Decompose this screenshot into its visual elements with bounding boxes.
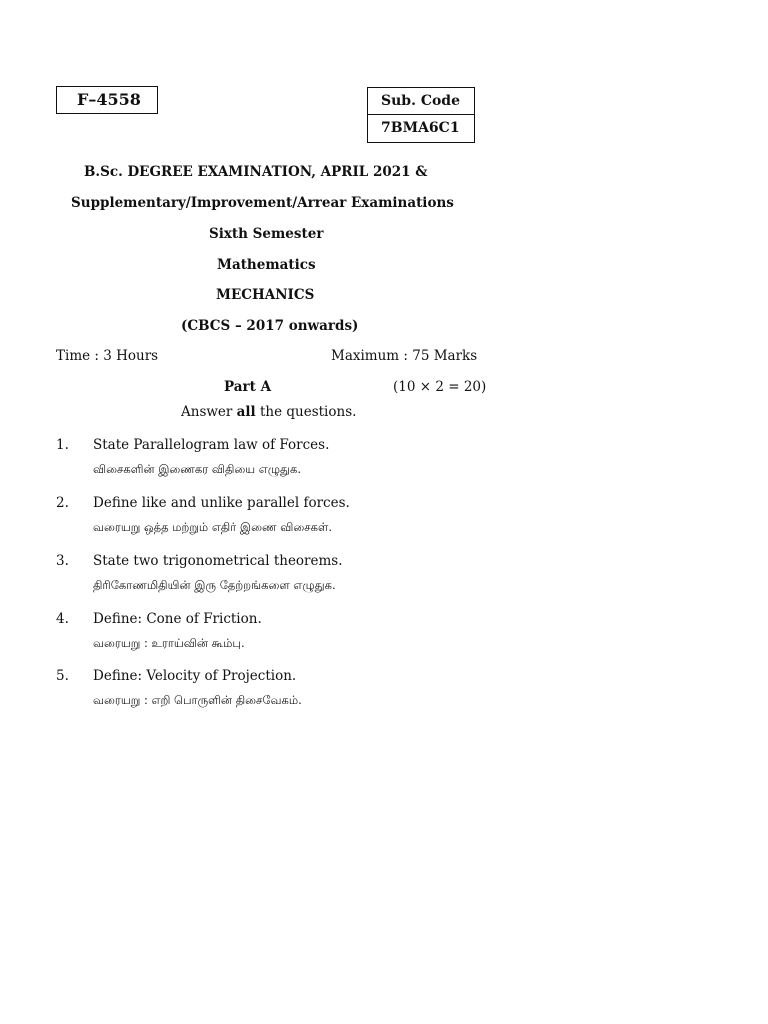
- scheme: (CBCS – 2017 onwards): [181, 318, 359, 334]
- question-text-tamil: திரிகோணமிதியின் இரு தேற்றங்களை எழுதுக.: [93, 578, 336, 592]
- exam-subtitle: Supplementary/Improvement/Arrear Examinations: [71, 195, 454, 211]
- part-heading: Part A: [224, 379, 272, 395]
- question-text-tamil: வரையறு : உராய்வின் கூம்பு.: [93, 636, 245, 650]
- part-marks: (10 × 2 = 20): [393, 379, 487, 395]
- paper-code: F–4558: [77, 90, 141, 109]
- semester: Sixth Semester: [209, 226, 324, 242]
- question-text-tamil: வரையறு ஒத்த மற்றும் எதிர் இணை விசைகள்.: [93, 520, 332, 534]
- question-number: 5.: [56, 668, 69, 684]
- max-marks: Maximum : 75 Marks: [331, 348, 478, 364]
- paper-code-box: [56, 86, 158, 114]
- question-text-tamil: விசைகளின் இணைகர விதியை எழுதுக.: [93, 462, 302, 476]
- question-text: Define: Velocity of Projection.: [93, 668, 297, 684]
- paper-title: MECHANICS: [216, 287, 315, 303]
- question-text: Define like and unlike parallel forces.: [93, 495, 350, 511]
- instruction-bold: all: [236, 404, 256, 420]
- question-number: 4.: [56, 611, 69, 627]
- sub-code-label: Sub. Code: [381, 93, 461, 109]
- question-number: 3.: [56, 553, 69, 569]
- instruction-pre: Answer: [181, 404, 237, 420]
- exam-title: B.Sc. DEGREE EXAMINATION, APRIL 2021 &: [84, 164, 428, 180]
- sub-code-value: 7BMA6C1: [368, 114, 474, 142]
- question-number: 2.: [56, 495, 69, 511]
- time: Time : 3 Hours: [56, 348, 159, 364]
- instruction-post: the questions.: [255, 404, 357, 420]
- question-number: 1.: [56, 437, 69, 453]
- question-text: State two trigonometrical theorems.: [93, 553, 343, 569]
- instruction: [181, 404, 356, 420]
- question-text: State Parallelogram law of Forces.: [93, 437, 330, 453]
- subject: Mathematics: [217, 257, 316, 273]
- sub-code-box: [367, 87, 475, 143]
- question-text-tamil: வரையறு : எறி பொருளின் திசைவேகம்.: [93, 693, 302, 707]
- question-text: Define: Cone of Friction.: [93, 611, 262, 627]
